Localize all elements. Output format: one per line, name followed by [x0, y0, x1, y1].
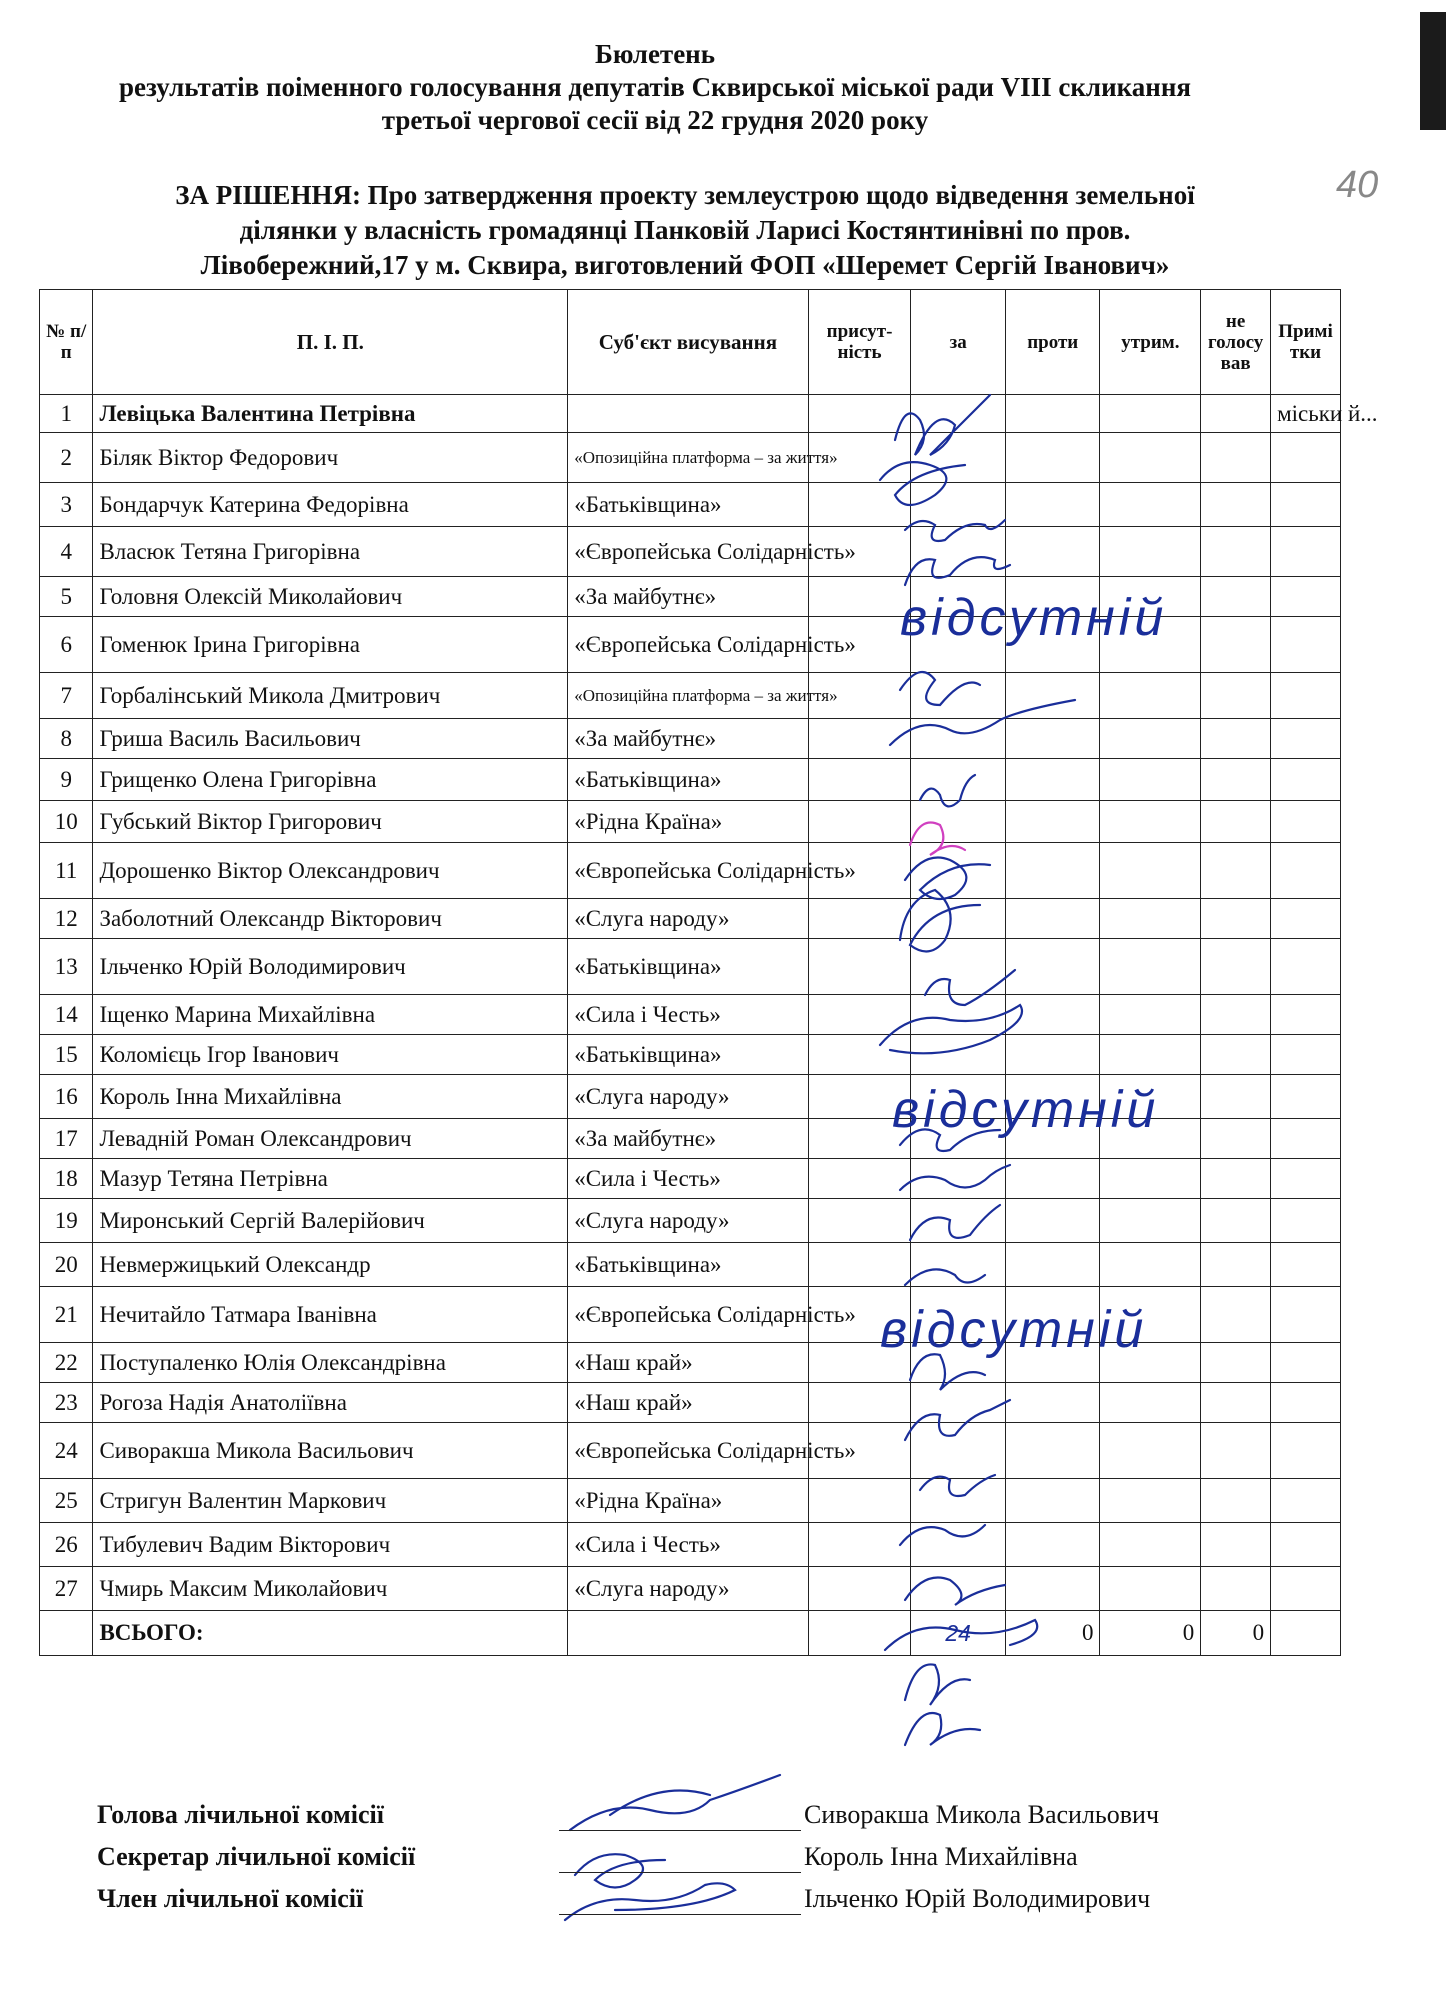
vote-utrym-cell: [1100, 939, 1201, 995]
not-voted-cell: [1201, 673, 1271, 719]
notes-cell: [1271, 899, 1341, 939]
row-number: 20: [40, 1243, 93, 1287]
notes-cell: [1271, 1243, 1341, 1287]
present-cell: [808, 995, 911, 1035]
notes-cell: [1271, 1479, 1341, 1523]
nominating-party: «Сила і Честь»: [568, 995, 808, 1035]
vote-utrym-cell: [1100, 1243, 1201, 1287]
header-session: третьої чергової сесії від 22 грудня 2020 року: [381, 105, 929, 135]
deputy-name: Іщенко Марина Михайлівна: [93, 995, 568, 1035]
not-voted-cell: [1201, 1383, 1271, 1423]
row-number: 21: [40, 1287, 93, 1343]
vote-utrym-cell: [1100, 1199, 1201, 1243]
notes-cell: [1271, 801, 1341, 843]
totals-za: 24: [911, 1611, 1006, 1656]
nominating-party: «Рідна Країна»: [568, 801, 808, 843]
nominating-party: «Батьківщина»: [568, 939, 808, 995]
not-voted-cell: [1201, 577, 1271, 617]
not-voted-cell: [1201, 843, 1271, 899]
nominating-party: «Батьківщина»: [568, 1035, 808, 1075]
row-number: 22: [40, 1343, 93, 1383]
deputy-name: Чмирь Максим Миколайович: [93, 1567, 568, 1611]
table-row: [40, 395, 1341, 433]
vote-proty-cell: [1005, 1199, 1100, 1243]
row-number: 1: [40, 395, 93, 433]
col-pip: П. І. П.: [93, 290, 568, 395]
row-number: 5: [40, 577, 93, 617]
not-voted-cell: [1201, 939, 1271, 995]
table-row: [40, 1159, 1341, 1199]
deputy-name: Бондарчук Катерина Федорівна: [93, 483, 568, 527]
vote-za-cell: [911, 1243, 1006, 1287]
not-voted-cell: [1201, 527, 1271, 577]
commission-name: Ільченко Юрій Володимирович: [804, 1884, 1151, 1913]
nominating-party: «Наш край»: [568, 1383, 808, 1423]
vote-za-cell: [911, 527, 1006, 577]
vote-za-cell: [911, 1159, 1006, 1199]
vote-proty-cell: [1005, 1423, 1100, 1479]
vote-za-cell: [911, 1523, 1006, 1567]
present-cell: [808, 395, 911, 433]
present-cell: [808, 1035, 911, 1075]
not-voted-cell: [1201, 1423, 1271, 1479]
notes-cell: [1271, 719, 1341, 759]
vote-za-cell: [911, 801, 1006, 843]
nominating-party: «Європейська Солідарність»: [568, 527, 808, 577]
notes-cell: [1271, 1523, 1341, 1567]
present-cell: [808, 1523, 911, 1567]
not-voted-cell: [1201, 759, 1271, 801]
present-cell: [808, 1383, 911, 1423]
col-notes: Примі тки: [1271, 290, 1341, 395]
not-voted-cell: [1201, 1035, 1271, 1075]
vote-utrym-cell: [1100, 1523, 1201, 1567]
vote-utrym-cell: [1100, 527, 1201, 577]
deputy-name: Невмержицький Олександр: [93, 1243, 568, 1287]
notes-cell: [1271, 1383, 1341, 1423]
present-cell: [808, 759, 911, 801]
nominating-party: «Рідна Країна»: [568, 1479, 808, 1523]
deputy-name: Король Інна Михайлівна: [93, 1075, 568, 1119]
header-subtitle: результатів поіменного голосування депутатів Сквирської міської ради VIII скликання: [118, 72, 1192, 102]
totals-proty: 0: [1005, 1611, 1100, 1656]
table-row: [40, 939, 1341, 995]
signature-line: [559, 1830, 801, 1831]
nominating-party: «За майбутнє»: [568, 1119, 808, 1159]
present-cell: [808, 577, 911, 617]
not-voted-cell: [1201, 433, 1271, 483]
col-party: Суб'єкт висування: [568, 290, 808, 395]
notes-cell: [1271, 1075, 1341, 1119]
vote-proty-cell: [1005, 673, 1100, 719]
vote-proty-cell: [1005, 433, 1100, 483]
notes-cell: [1271, 1199, 1341, 1243]
deputy-name: Тибулевич Вадим Вікторович: [93, 1523, 568, 1567]
present-cell: [808, 1159, 911, 1199]
deputy-name: Дорошенко Віктор Олександрович: [93, 843, 568, 899]
nominating-party: «Слуга народу»: [568, 1075, 808, 1119]
row-number: 8: [40, 719, 93, 759]
commission-row-secretary: [97, 1842, 1337, 1884]
table-row: [40, 1523, 1341, 1567]
absent-mark-row-19: відсутній: [880, 1301, 1148, 1359]
vote-proty-cell: [1005, 759, 1100, 801]
nominating-party: «Батьківщина»: [568, 1243, 808, 1287]
vote-proty-cell: [1005, 1567, 1100, 1611]
commission-role: Секретар лічильної комісії: [97, 1842, 416, 1871]
signature-line: [559, 1872, 801, 1873]
notes-cell: [1271, 527, 1341, 577]
vote-utrym-cell: [1100, 899, 1201, 939]
deputy-name: Левадній Роман Олександрович: [93, 1119, 568, 1159]
table-row: [40, 801, 1341, 843]
vote-utrym-cell: [1100, 759, 1201, 801]
table-row: [40, 1199, 1341, 1243]
col-za: за: [911, 290, 1006, 395]
not-voted-cell: [1201, 395, 1271, 433]
deputy-name: Миронський Сергій Валерійович: [93, 1199, 568, 1243]
row-number: 6: [40, 617, 93, 673]
row-number: 19: [40, 1199, 93, 1243]
signature-row-26: [905, 1664, 970, 1705]
vote-za-cell: [911, 719, 1006, 759]
nominating-party: «Слуга народу»: [568, 1199, 808, 1243]
totals-notes-cell: [1271, 1611, 1341, 1656]
notes-cell: [1271, 1287, 1341, 1343]
vote-utrym-cell: [1100, 801, 1201, 843]
vote-proty-cell: [1005, 1383, 1100, 1423]
row-number: 3: [40, 483, 93, 527]
notes-cell: [1271, 433, 1341, 483]
commission-role: Член лічильної комісії: [97, 1884, 364, 1913]
decision-title: [60, 178, 1310, 283]
table-row: [40, 1035, 1341, 1075]
nominating-party: «За майбутнє»: [568, 719, 808, 759]
col-proty: проти: [1005, 290, 1100, 395]
col-num: № п/п: [40, 290, 93, 395]
vote-za-cell: [911, 1567, 1006, 1611]
deputy-name: Гриша Василь Васильович: [93, 719, 568, 759]
table-row: [40, 1383, 1341, 1423]
vote-proty-cell: [1005, 1243, 1100, 1287]
nominating-party: «Сила і Честь»: [568, 1159, 808, 1199]
vote-za-cell: [911, 1479, 1006, 1523]
commission-row-chair: [97, 1800, 1337, 1842]
nominating-party: «Наш край»: [568, 1343, 808, 1383]
vote-za-cell: [911, 995, 1006, 1035]
vote-utrym-cell: [1100, 395, 1201, 433]
nominating-party: «Європейська Солідарність»: [568, 1287, 808, 1343]
vote-utrym-cell: [1100, 995, 1201, 1035]
vote-utrym-cell: [1100, 433, 1201, 483]
vote-utrym-cell: [1100, 843, 1201, 899]
row-number: 13: [40, 939, 93, 995]
nominating-party: «Батьківщина»: [568, 759, 808, 801]
table-row: [40, 719, 1341, 759]
signature-line: [559, 1914, 801, 1915]
vote-proty-cell: [1005, 1035, 1100, 1075]
deputy-name: Рогоза Надія Анатоліївна: [93, 1383, 568, 1423]
nominating-party: «Опозиційна платформа – за життя»: [568, 673, 808, 719]
present-cell: [808, 899, 911, 939]
notes-cell: [1271, 617, 1341, 673]
present-cell: [808, 801, 911, 843]
table-row: [40, 483, 1341, 527]
deputy-name: Губський Віктор Григорович: [93, 801, 568, 843]
deputy-name: Поступаленко Юлія Олександрівна: [93, 1343, 568, 1383]
not-voted-cell: [1201, 995, 1271, 1035]
row-number: 12: [40, 899, 93, 939]
scan-edge-mark: [1420, 12, 1446, 130]
header-title: Бюлетень: [594, 39, 716, 69]
nominating-party: [568, 395, 808, 433]
decision-line-1: ЗА РІШЕННЯ: Про затвердження проекту землеустрою щодо відведення земельної: [175, 180, 1195, 210]
table-row: [40, 1479, 1341, 1523]
vote-utrym-cell: [1100, 1383, 1201, 1423]
vote-za-cell: [911, 673, 1006, 719]
notes-cell: [1271, 843, 1341, 899]
vote-za-cell: [911, 483, 1006, 527]
notes-cell: [1271, 1159, 1341, 1199]
not-voted-cell: [1201, 719, 1271, 759]
notes-cell: [1271, 673, 1341, 719]
nominating-party: «Європейська Солідарність»: [568, 617, 808, 673]
deputy-name: Біляк Віктор Федорович: [93, 433, 568, 483]
not-voted-cell: [1201, 899, 1271, 939]
table-row: [40, 1243, 1341, 1287]
table-row: [40, 995, 1341, 1035]
nominating-party: «Опозиційна платформа – за життя»: [568, 433, 808, 483]
totals-num-cell: [40, 1611, 93, 1656]
not-voted-cell: [1201, 483, 1271, 527]
vote-utrym-cell: [1100, 1423, 1201, 1479]
row-number: 24: [40, 1423, 93, 1479]
not-voted-cell: [1201, 1119, 1271, 1159]
col-present: присут-ність: [808, 290, 911, 395]
not-voted-cell: [1201, 1287, 1271, 1343]
not-voted-cell: [1201, 1343, 1271, 1383]
decision-line-2: ділянки у власність громадянці Панковій Ларисі Костянтинівні по пров.: [239, 215, 1131, 245]
totals-row: [40, 1611, 1341, 1656]
vote-proty-cell: [1005, 995, 1100, 1035]
vote-za-cell: [911, 843, 1006, 899]
deputy-name: Гоменюк Ірина Григорівна: [93, 617, 568, 673]
notes-cell: міськи й...: [1271, 395, 1341, 433]
table-row: [40, 527, 1341, 577]
totals-label: ВСЬОГО:: [93, 1611, 568, 1656]
not-voted-cell: [1201, 1075, 1271, 1119]
deputy-name: Мазур Тетяна Петрівна: [93, 1159, 568, 1199]
not-voted-cell: [1201, 1523, 1271, 1567]
vote-proty-cell: [1005, 899, 1100, 939]
page-number-handwritten: 40: [1336, 164, 1379, 206]
nominating-party: «За майбутнє»: [568, 577, 808, 617]
vote-za-cell: [911, 1383, 1006, 1423]
not-voted-cell: [1201, 801, 1271, 843]
vote-proty-cell: [1005, 1479, 1100, 1523]
commission-name: Король Інна Михайлівна: [804, 1842, 1078, 1871]
deputy-name: Грищенко Олена Григорівна: [93, 759, 568, 801]
row-number: 18: [40, 1159, 93, 1199]
vote-utrym-cell: [1100, 1479, 1201, 1523]
table-row: [40, 1423, 1341, 1479]
vote-za-cell: [911, 395, 1006, 433]
row-number: 17: [40, 1119, 93, 1159]
vote-za-cell: [911, 899, 1006, 939]
nominating-party: «Слуга народу»: [568, 899, 808, 939]
table-body: [40, 395, 1378, 1611]
not-voted-cell: [1201, 1479, 1271, 1523]
deputy-name: Коломієць Ігор Іванович: [93, 1035, 568, 1075]
not-voted-cell: [1201, 1199, 1271, 1243]
vote-utrym-cell: [1100, 673, 1201, 719]
vote-utrym-cell: [1100, 483, 1201, 527]
deputy-name: Ільченко Юрій Володимирович: [93, 939, 568, 995]
notes-cell: [1271, 939, 1341, 995]
vote-utrym-cell: [1100, 1567, 1201, 1611]
vote-proty-cell: [1005, 527, 1100, 577]
commission-name: Сиворакша Микола Васильович: [804, 1800, 1160, 1829]
vote-za-cell: [911, 1035, 1006, 1075]
voting-table: [39, 289, 1378, 1656]
commission-signatures: [97, 1800, 1337, 1926]
deputy-name: Сиворакша Микола Васильович: [93, 1423, 568, 1479]
vote-za-cell: [911, 433, 1006, 483]
row-number: 2: [40, 433, 93, 483]
nominating-party: «Батьківщина»: [568, 483, 808, 527]
deputy-name: Левіцька Валентина Петрівна: [93, 395, 568, 433]
vote-proty-cell: [1005, 1159, 1100, 1199]
totals-not-voted: 0: [1201, 1611, 1271, 1656]
vote-za-cell: [911, 1423, 1006, 1479]
table-row: [40, 1567, 1341, 1611]
vote-proty-cell: [1005, 801, 1100, 843]
notes-cell: [1271, 483, 1341, 527]
vote-utrym-cell: [1100, 719, 1201, 759]
table-row: [40, 759, 1341, 801]
row-number: 14: [40, 995, 93, 1035]
totals-utrym: 0: [1100, 1611, 1201, 1656]
decision-line-3: Лівобережний,17 у м. Сквира, виготовлений ФОП «Шеремет Сергій Іванович»: [200, 250, 1170, 280]
present-cell: [808, 1479, 911, 1523]
vote-za-cell: [911, 1199, 1006, 1243]
col-utrym: утрим.: [1100, 290, 1201, 395]
present-cell: [808, 483, 911, 527]
not-voted-cell: [1201, 617, 1271, 673]
row-number: 26: [40, 1523, 93, 1567]
deputy-name: Власюк Тетяна Григорівна: [93, 527, 568, 577]
notes-cell: [1271, 1343, 1341, 1383]
notes-cell: [1271, 1035, 1341, 1075]
notes-cell: [1271, 759, 1341, 801]
notes-cell: [1271, 1119, 1341, 1159]
not-voted-cell: [1201, 1567, 1271, 1611]
vote-proty-cell: [1005, 395, 1100, 433]
commission-role: Голова лічильної комісії: [97, 1800, 384, 1829]
vote-za-cell: [911, 759, 1006, 801]
table-header-row: [40, 290, 1341, 395]
present-cell: [808, 1199, 911, 1243]
deputy-name: Нечитайло Татмара Іванівна: [93, 1287, 568, 1343]
present-cell: [808, 1567, 911, 1611]
vote-proty-cell: [1005, 939, 1100, 995]
deputy-name: Заболотний Олександр Вікторович: [93, 899, 568, 939]
notes-cell: [1271, 1567, 1341, 1611]
table-row: [40, 673, 1341, 719]
row-number: 16: [40, 1075, 93, 1119]
absent-mark-row-5: відсутній: [900, 589, 1168, 647]
col-not-voted: не голосу вав: [1201, 290, 1271, 395]
deputy-name: Головня Олексій Миколайович: [93, 577, 568, 617]
vote-za-cell: [911, 939, 1006, 995]
row-number: 11: [40, 843, 93, 899]
absent-mark-row-14: відсутній: [892, 1081, 1160, 1139]
totals-party-cell: [568, 1611, 808, 1656]
not-voted-cell: [1201, 1159, 1271, 1199]
deputy-name: Горбалінський Микола Дмитрович: [93, 673, 568, 719]
notes-cell: [1271, 995, 1341, 1035]
vote-proty-cell: [1005, 719, 1100, 759]
signature-row-27: [905, 1713, 980, 1745]
notes-cell: [1271, 1423, 1341, 1479]
row-number: 7: [40, 673, 93, 719]
row-number: 4: [40, 527, 93, 577]
vote-proty-cell: [1005, 1523, 1100, 1567]
totals-present-cell: [808, 1611, 911, 1656]
document-header: [0, 38, 1310, 137]
nominating-party: «Європейська Солідарність»: [568, 843, 808, 899]
present-cell: [808, 939, 911, 995]
table-row: [40, 433, 1341, 483]
table-row: [40, 843, 1341, 899]
row-number: 27: [40, 1567, 93, 1611]
row-number: 15: [40, 1035, 93, 1075]
nominating-party: «Європейська Солідарність»: [568, 1423, 808, 1479]
not-voted-cell: [1201, 1243, 1271, 1287]
vote-proty-cell: [1005, 483, 1100, 527]
vote-utrym-cell: [1100, 1035, 1201, 1075]
table-row: [40, 899, 1341, 939]
nominating-party: «Слуга народу»: [568, 1567, 808, 1611]
row-number: 23: [40, 1383, 93, 1423]
vote-proty-cell: [1005, 843, 1100, 899]
present-cell: [808, 719, 911, 759]
notes-cell: [1271, 577, 1341, 617]
row-number: 9: [40, 759, 93, 801]
present-cell: [808, 1243, 911, 1287]
commission-row-member: [97, 1884, 1337, 1926]
vote-utrym-cell: [1100, 1159, 1201, 1199]
deputy-name: Стригун Валентин Маркович: [93, 1479, 568, 1523]
nominating-party: «Сила і Честь»: [568, 1523, 808, 1567]
row-number: 10: [40, 801, 93, 843]
row-number: 25: [40, 1479, 93, 1523]
